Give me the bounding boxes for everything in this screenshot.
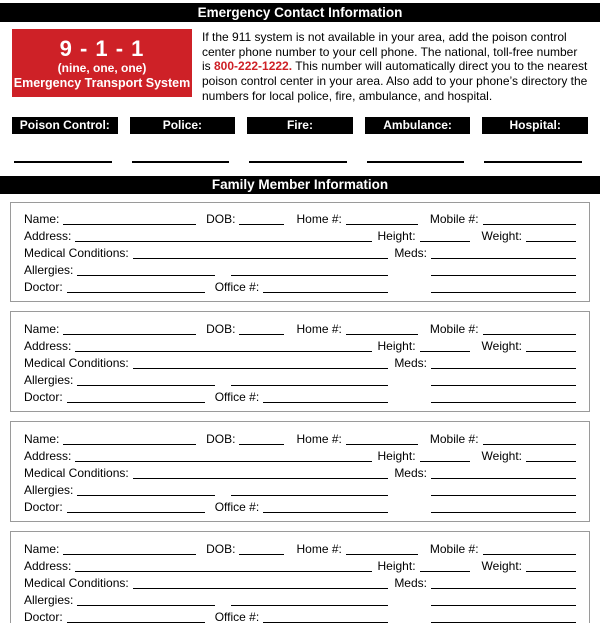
member-row-allergies — [24, 260, 576, 277]
address-label: Address: — [24, 338, 72, 353]
member-row-name — [24, 209, 576, 226]
mobile-phone-fill-line — [483, 433, 576, 445]
weight-label: Weight: — [481, 448, 522, 463]
contact-label: Hospital: — [509, 117, 561, 132]
meds-continuation-line-2 — [431, 501, 576, 513]
poison-control-instructions — [202, 29, 588, 104]
weight-label: Weight: — [481, 338, 522, 353]
contact-fill-line — [14, 161, 112, 163]
poison-control-phone-number: 800-222-1222. — [214, 59, 293, 74]
weight-fill-line — [526, 450, 576, 462]
address-label: Address: — [24, 558, 72, 573]
office-phone-label: Office #: — [214, 610, 260, 623]
contact-fill-line — [132, 161, 230, 163]
home-phone-fill-line — [346, 433, 418, 445]
weight-fill-line — [526, 230, 576, 242]
contact-label: Ambulance: — [383, 117, 452, 132]
meds-fill-line — [431, 357, 576, 369]
contact-label-box — [247, 117, 353, 134]
meds-label: Meds: — [394, 246, 427, 261]
member-row-address — [24, 226, 576, 243]
office-phone-fill-line — [263, 501, 388, 513]
meds-label: Meds: — [394, 356, 427, 371]
emergency-contact-column — [12, 117, 118, 163]
mobile-phone-fill-line — [483, 323, 576, 335]
doctor-label: Doctor: — [24, 610, 63, 623]
family-member-block — [10, 421, 590, 522]
meds-continuation-line-2 — [431, 611, 576, 623]
medical-conditions-fill-line — [133, 577, 389, 589]
height-label: Height: — [377, 338, 416, 353]
emergency-section-title: Emergency Contact Information — [197, 5, 403, 20]
dob-fill-line — [239, 433, 284, 445]
dob-label: DOB: — [206, 431, 236, 446]
member-row-allergies — [24, 590, 576, 607]
member-row-doctor — [24, 607, 576, 623]
member-row-medical — [24, 243, 576, 260]
doctor-fill-line — [67, 611, 205, 623]
weight-fill-line — [526, 340, 576, 352]
meds-fill-line — [431, 577, 576, 589]
mobile-phone-label: Mobile #: — [429, 431, 479, 446]
allergies-label: Allergies: — [24, 593, 74, 608]
weight-label: Weight: — [481, 558, 522, 573]
contact-label-box — [130, 117, 236, 134]
contact-fill-line — [249, 161, 347, 163]
contact-label-box — [12, 117, 118, 134]
office-phone-fill-line — [263, 391, 388, 403]
weight-fill-line — [526, 560, 576, 572]
medical-conditions-fill-line — [133, 357, 389, 369]
meds-fill-line — [431, 247, 576, 259]
allergies-label: Allergies: — [24, 373, 74, 388]
allergies-continuation-line — [231, 264, 388, 276]
office-phone-label: Office #: — [214, 500, 260, 515]
office-phone-label: Office #: — [214, 280, 260, 295]
doctor-label: Doctor: — [24, 500, 63, 515]
contact-label: Police: — [162, 117, 203, 132]
member-row-address — [24, 446, 576, 463]
weight-label: Weight: — [481, 228, 522, 243]
height-fill-line — [420, 560, 470, 572]
medical-conditions-label: Medical Conditions: — [24, 465, 129, 480]
contact-fill-line — [484, 161, 582, 163]
contact-label-box — [365, 117, 471, 134]
meds-label: Meds: — [394, 575, 427, 590]
contact-label-box — [482, 117, 588, 134]
meds-continuation-line-1 — [431, 374, 576, 386]
office-phone-fill-line — [263, 611, 388, 623]
dob-fill-line — [239, 543, 284, 555]
allergies-fill-line — [77, 484, 215, 496]
mobile-phone-label: Mobile #: — [429, 541, 479, 556]
name-label: Name: — [24, 321, 60, 336]
meds-continuation-line-1 — [431, 484, 576, 496]
instructions-text-after: This number will automatically direct you to the nearest poison control center in your area. Also add to your phone’s directory the numbers for local police, fire, ambulance, and hospital. — [202, 59, 588, 103]
mobile-phone-fill-line — [483, 213, 576, 225]
medical-conditions-fill-line — [133, 467, 389, 479]
emergency-contact-column — [130, 117, 236, 163]
member-row-medical — [24, 573, 576, 590]
home-phone-label: Home #: — [296, 541, 342, 556]
doctor-fill-line — [67, 501, 205, 513]
address-fill-line — [75, 230, 371, 242]
doctor-label: Doctor: — [24, 390, 63, 405]
meds-continuation-line-1 — [431, 264, 576, 276]
medical-conditions-fill-line — [133, 247, 389, 259]
home-phone-fill-line — [346, 323, 418, 335]
meds-continuation-line-1 — [431, 594, 576, 606]
emergency-contacts-row — [12, 117, 588, 163]
family-section-title: Family Member Information — [211, 176, 389, 192]
member-row-address — [24, 556, 576, 573]
family-member-block — [10, 531, 590, 623]
name-label: Name: — [24, 431, 60, 446]
member-row-allergies — [24, 370, 576, 387]
office-phone-fill-line — [263, 281, 388, 293]
name-label: Name: — [24, 541, 60, 556]
member-row-name — [24, 428, 576, 445]
allergies-fill-line — [77, 264, 215, 276]
contact-label: Fire: — [286, 117, 313, 132]
top-info-row — [12, 29, 588, 104]
family-members-list — [10, 202, 590, 623]
meds-fill-line — [431, 467, 576, 479]
contact-fill-line — [367, 161, 465, 163]
instructions-text-before: If the 911 system is not available in your area, add the poison control center phone number to your cell phone. The national, toll-free number is — [202, 30, 578, 74]
home-phone-fill-line — [346, 543, 418, 555]
doctor-fill-line — [67, 391, 205, 403]
dob-fill-line — [239, 323, 284, 335]
emergency-contact-column — [247, 117, 353, 163]
mobile-phone-fill-line — [483, 543, 576, 555]
mobile-phone-label: Mobile #: — [429, 321, 479, 336]
mobile-phone-label: Mobile #: — [429, 211, 479, 226]
allergies-label: Allergies: — [24, 483, 74, 498]
911-number-words: (nine, one, one) — [57, 61, 147, 76]
member-row-name — [24, 318, 576, 335]
name-fill-line — [63, 323, 196, 335]
member-row-name — [24, 538, 576, 555]
height-fill-line — [420, 340, 470, 352]
member-row-doctor — [24, 497, 576, 514]
height-fill-line — [420, 450, 470, 462]
section-header-emergency — [0, 3, 600, 22]
address-label: Address: — [24, 228, 72, 243]
family-member-block — [10, 311, 590, 412]
dob-label: DOB: — [206, 211, 236, 226]
address-fill-line — [75, 450, 371, 462]
emergency-contact-column — [365, 117, 471, 163]
911-system-label: Emergency Transport System — [13, 75, 191, 90]
medical-conditions-label: Medical Conditions: — [24, 246, 129, 261]
allergies-label: Allergies: — [24, 263, 74, 278]
doctor-label: Doctor: — [24, 280, 63, 295]
height-fill-line — [420, 230, 470, 242]
height-label: Height: — [377, 448, 416, 463]
allergies-fill-line — [77, 374, 215, 386]
allergies-continuation-line — [231, 594, 388, 606]
office-phone-label: Office #: — [214, 390, 260, 405]
doctor-fill-line — [67, 281, 205, 293]
dob-fill-line — [239, 213, 284, 225]
name-label: Name: — [24, 211, 60, 226]
name-fill-line — [63, 213, 196, 225]
name-fill-line — [63, 433, 196, 445]
meds-continuation-line-2 — [431, 281, 576, 293]
member-row-address — [24, 336, 576, 353]
member-row-medical — [24, 353, 576, 370]
meds-label: Meds: — [394, 465, 427, 480]
address-label: Address: — [24, 448, 72, 463]
medical-conditions-label: Medical Conditions: — [24, 575, 129, 590]
address-fill-line — [75, 340, 371, 352]
emergency-contact-column — [482, 117, 588, 163]
height-label: Height: — [377, 558, 416, 573]
member-row-medical — [24, 463, 576, 480]
dob-label: DOB: — [206, 321, 236, 336]
911-callout-box — [12, 29, 192, 97]
home-phone-label: Home #: — [296, 211, 342, 226]
allergies-continuation-line — [231, 484, 388, 496]
section-header-family — [0, 176, 600, 194]
home-phone-fill-line — [346, 213, 418, 225]
address-fill-line — [75, 560, 371, 572]
home-phone-label: Home #: — [296, 431, 342, 446]
member-row-doctor — [24, 277, 576, 294]
allergies-continuation-line — [231, 374, 388, 386]
meds-continuation-line-2 — [431, 391, 576, 403]
medical-conditions-label: Medical Conditions: — [24, 356, 129, 371]
contact-label: Poison Control: — [19, 117, 110, 132]
member-row-allergies — [24, 480, 576, 497]
dob-label: DOB: — [206, 541, 236, 556]
allergies-fill-line — [77, 594, 215, 606]
family-member-block — [10, 202, 590, 303]
home-phone-label: Home #: — [296, 321, 342, 336]
member-row-doctor — [24, 387, 576, 404]
height-label: Height: — [377, 228, 416, 243]
911-number: 9 - 1 - 1 — [59, 35, 145, 61]
name-fill-line — [63, 543, 196, 555]
